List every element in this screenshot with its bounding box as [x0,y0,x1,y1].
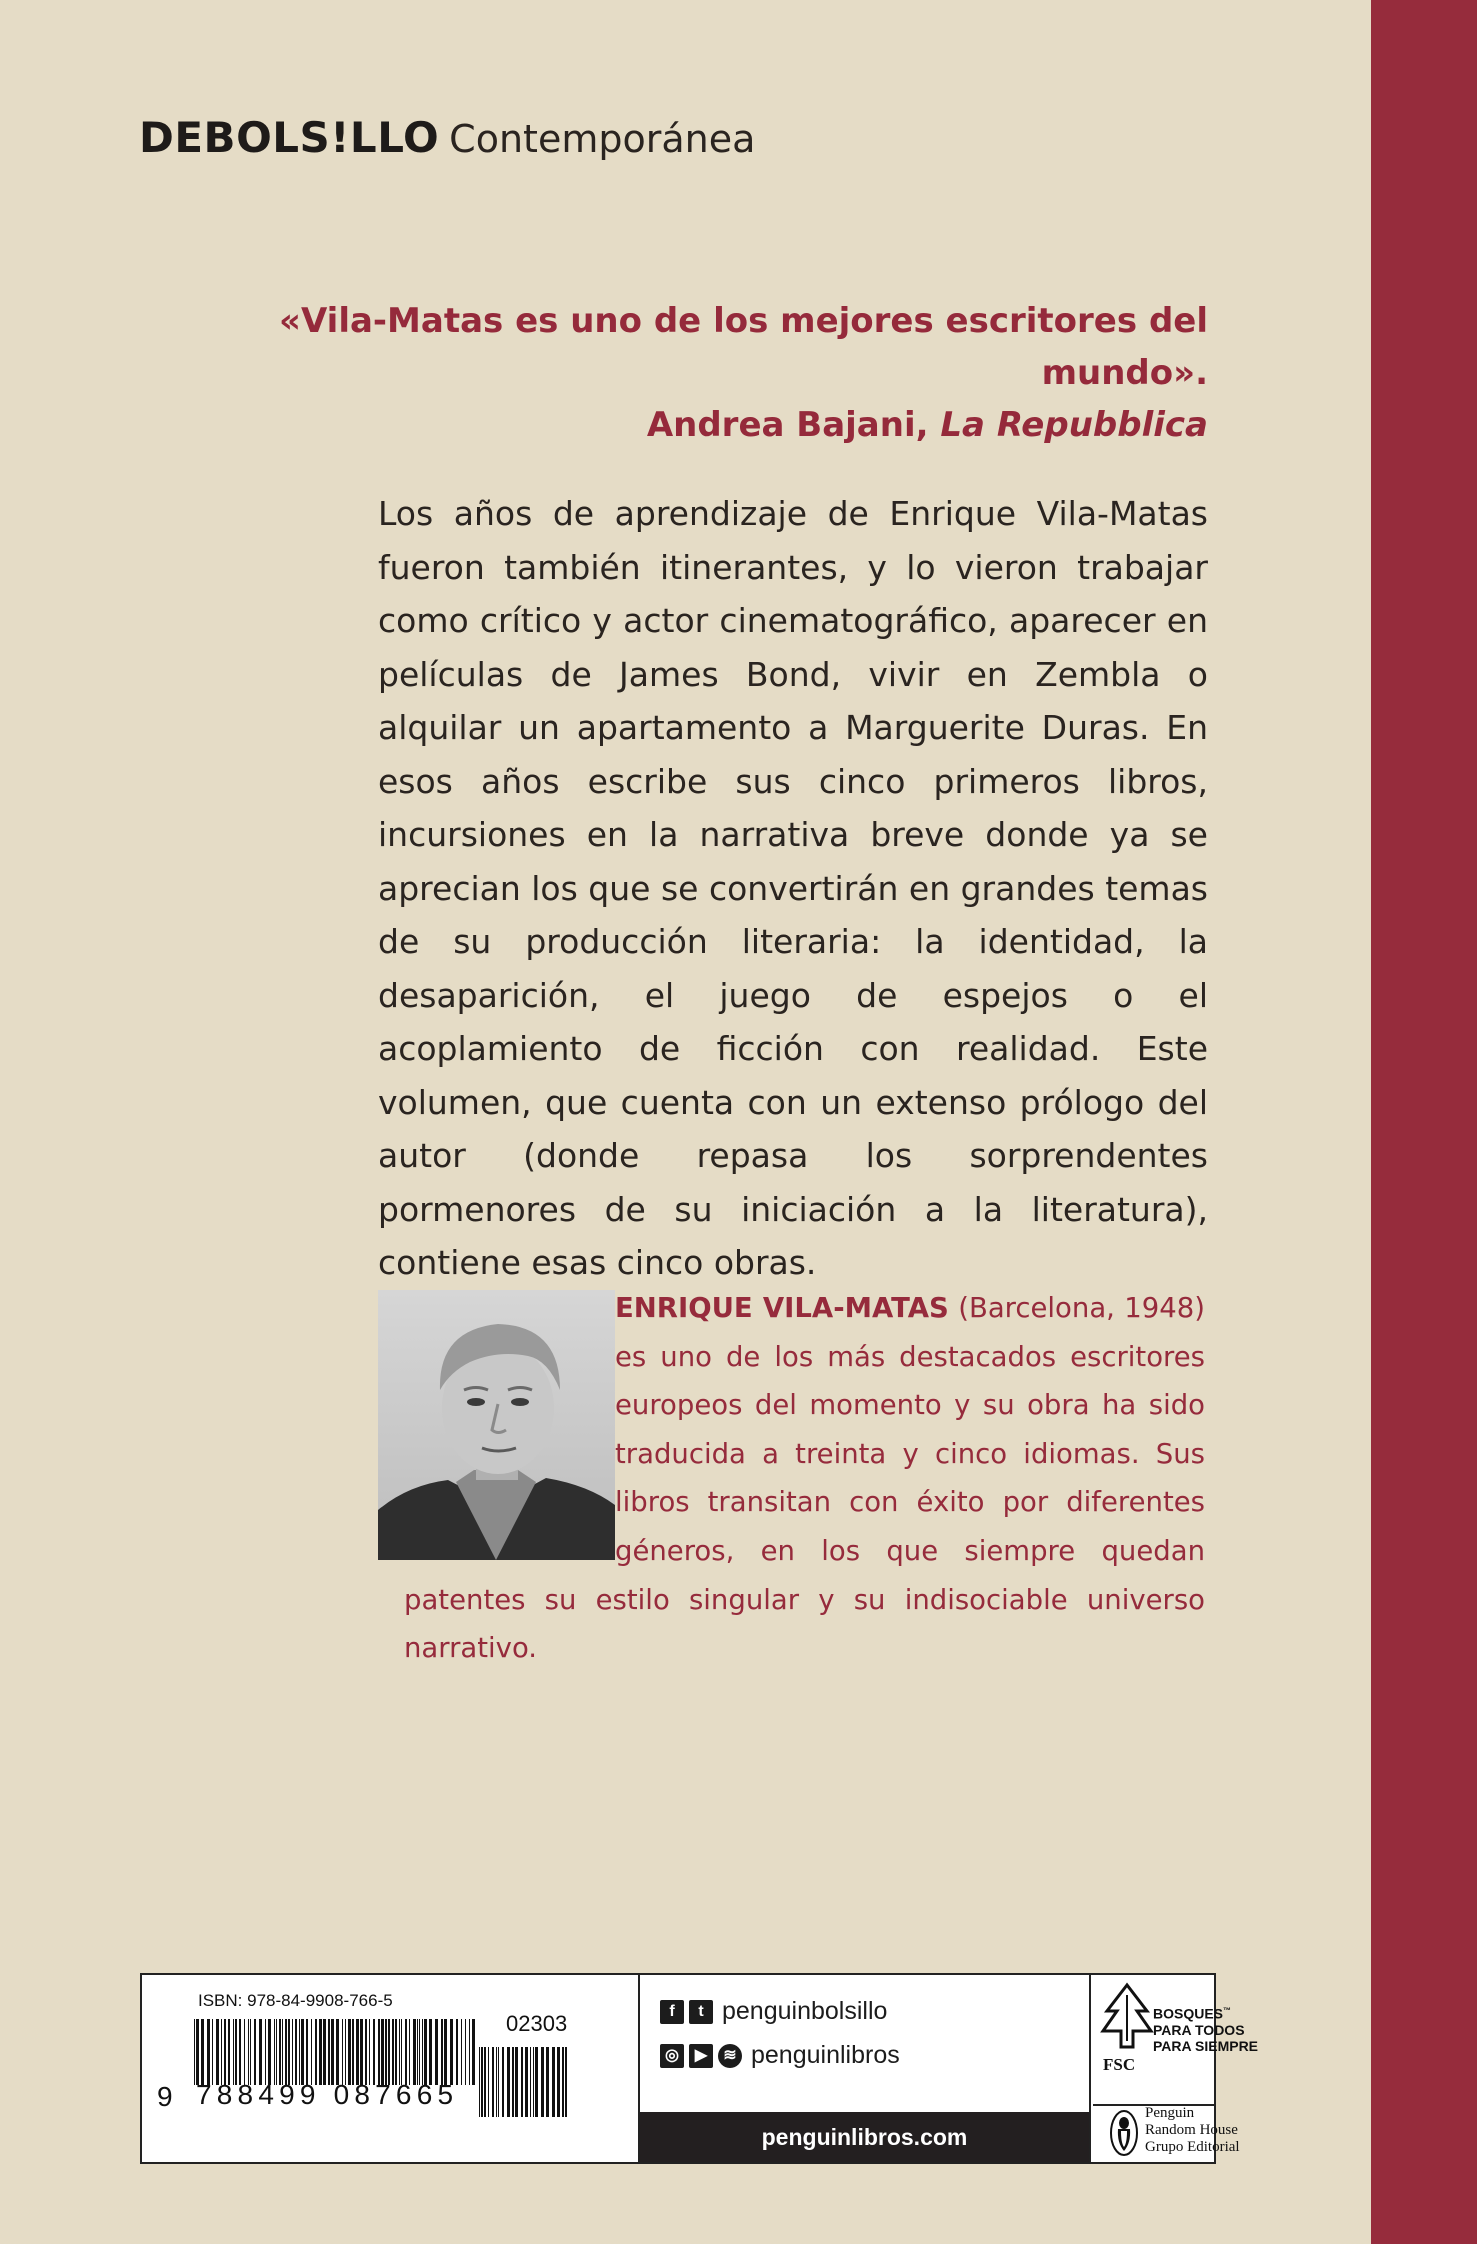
barcode-bar [401,2019,402,2085]
barcode-bar [392,2019,394,2085]
barcode-bar [248,2019,249,2085]
barcode-bar [276,2019,277,2085]
social-handle-libros[interactable]: penguinlibros [751,2041,900,2069]
barcode-digits: 788499 087665 [196,2079,459,2110]
barcode-bar [345,2019,346,2085]
barcode-bar [228,2019,230,2085]
social-handle-bolsillo[interactable]: penguinbolsillo [722,1997,888,2025]
barcode-bar [285,2019,287,2085]
barcode-bar [381,2019,384,2085]
barcode-bar [311,2019,312,2085]
barcode-bar [557,2047,560,2117]
website-link[interactable]: penguinlibros.com [640,2112,1089,2162]
quote-text: «Vila-Matas es uno de los mejores escritores del mundo». [279,301,1208,393]
barcode-bar [385,2019,387,2085]
publisher-line1: Penguin [1145,2105,1195,2121]
social-row-2 [660,2041,900,2070]
barcode-bar [525,2047,528,2117]
press-quote [210,295,1208,451]
barcode-bar [450,2019,453,2085]
barcode-bar [378,2019,380,2085]
back-cover-info-box [140,1973,1259,2164]
imprint-name: DEBOLS!LLO [139,113,440,162]
barcode-bar [565,2047,567,2117]
barcode-bar [328,2019,330,2085]
barcode-bar [356,2019,359,2085]
twitter-icon[interactable]: t [689,2000,713,2024]
barcode-bar [194,2019,195,2085]
spotify-icon[interactable]: ≋ [718,2044,742,2068]
barcode-bar [507,2047,510,2117]
penguin-icon [1109,2109,1139,2157]
barcode-bar [250,2019,251,2085]
barcode-bar [546,2047,549,2117]
barcode-bar [441,2019,443,2085]
social-panel [640,1975,1091,2162]
barcode-bar [292,2019,293,2085]
barcode-bar [496,2047,497,2117]
barcode-bar [481,2047,483,2117]
barcode-bar [456,2019,458,2085]
instagram-icon[interactable]: ◎ [660,2044,684,2068]
barcode-bar [469,2019,470,2085]
barcode-bar [233,2019,234,2085]
barcode-bar [279,2019,281,2085]
quote-separator: , [915,405,941,445]
barcode-bar [521,2047,523,2117]
fsc-tree-icon [1099,1981,1155,2055]
social-row-1 [660,1997,887,2026]
facebook-icon[interactable]: f [660,2000,684,2024]
barcode-bar [530,2047,531,2117]
barcode-bar [369,2019,370,2085]
barcode-bar [201,2019,204,2085]
barcode-bar [282,2019,283,2085]
barcode-bar [417,2019,418,2085]
barcode-bar [196,2019,199,2085]
barcode-bar [488,2047,489,2117]
barcode-bar [323,2019,326,2085]
barcode-bar [435,2019,438,2085]
barcode-bar [301,2019,304,2085]
barcode-bar [268,2019,271,2085]
fsc-slogan-line3: PARA SIEMPRE [1153,2037,1259,2054]
certification-panel [1093,1975,1259,2162]
barcode-bar [562,2047,564,2117]
barcode-first-digit: 9 [157,2081,173,2112]
author-origin: (Barcelona, 1948) [958,1292,1205,1324]
barcode-bar [472,2019,475,2085]
barcode-bar [235,2019,237,2085]
author-bio-text [378,1284,1205,1673]
quote-author: Andrea Bajani [646,405,916,445]
barcode-bar [502,2047,504,2117]
barcode-bar [224,2019,226,2085]
barcode-bar [413,2019,416,2085]
photo-float [378,1284,615,1574]
barcode-bar [484,2047,486,2117]
barcode-bar [422,2019,423,2085]
barcode-bar [348,2019,351,2085]
barcode-addon-number: 02303 [506,2011,568,2036]
barcode-bar [315,2019,317,2085]
barcode-bar [244,2019,245,2085]
barcode-bar [479,2047,480,2117]
quote-publication: La Repubblica [940,405,1208,445]
barcode-bar [395,2019,397,2085]
barcode-bar [535,2047,538,2117]
barcode-bar [429,2019,432,2085]
quote-attribution [210,399,1208,451]
barcode-bar [259,2019,262,2085]
barcode-bar [207,2019,210,2085]
barcode-bar [552,2047,555,2117]
barcode-bar [360,2019,363,2085]
isbn-label: ISBN: 978-84-9908-766-5 [198,1991,393,2010]
barcode-bar [444,2019,447,2085]
youtube-icon[interactable]: ▶ [689,2044,713,2068]
barcode-bar [336,2019,339,2085]
barcode-bar [419,2019,420,2085]
publisher-logo [1093,2105,1240,2162]
barcode-bar [331,2019,334,2085]
barcode-bar [409,2019,410,2085]
barcode-bar [533,2047,534,2117]
barcode-bar [274,2019,275,2085]
barcode-bar [295,2019,297,2085]
barcode-bar [461,2019,462,2085]
fsc-label: FSC [1103,2055,1136,2074]
barcode-bar [221,2019,222,2085]
author-description: es uno de los más destacados escritores europeos del momento y su obra ha sido traducida a treinta y cinco idiomas. Sus libros transitan con éxito por diferentes géneros, en los que siempre quedan patentes su estilo singular y su indisociable universo narrativo. [404,1340,1205,1665]
author-name: ENRIQUE VILA-MATAS [615,1292,949,1324]
synopsis: Los años de aprendizaje de Enrique Vila-Matas fueron también itinerantes, y lo vieron trabajar como crítico y actor cinematográfico, aparecer en películas de James Bond, vivir en Zembla o alquilar un apartamento a Marguerite Duras. En esos años escribe sus cinco primeros libros, incursiones en la narrativa breve donde ya se aprecian los que se convertirán en grandes temas de su producción literaria: la identidad, la desaparición, el juego de espejos o el acoplamiento de ficción con realidad. Este volumen, que cuenta con un extenso prólogo del autor (donde repasa los sorprendentes pormenores de su iniciación a la literatura), contiene esas cinco obras. [378,494,1208,1282]
barcode-bar [515,2047,518,2117]
barcode-bar [352,2019,354,2085]
barcode-bar [399,2019,400,2085]
barcode-bar [342,2019,343,2085]
barcode-bar [288,2019,290,2085]
barcode-bar [373,2019,375,2085]
imprint-logo [139,108,755,169]
barcode-bar [498,2047,499,2117]
barcode-bar [492,2047,494,2117]
publisher-line2: Random House [1145,2122,1238,2138]
barcode-addon-bars [479,2047,619,2142]
publisher-line3: Grupo Editorial [1145,2139,1240,2155]
spine-band [1371,0,1477,2244]
barcode-bar [239,2019,241,2085]
barcode-panel [142,1975,640,2162]
series-name: Contemporánea [449,117,756,161]
fsc-slogan-line1: BOSQUES [1153,2005,1224,2022]
barcode-bar [541,2047,544,2117]
barcode-bar [365,2019,367,2085]
barcode-bar [512,2047,514,2117]
barcode-bar [212,2019,213,2085]
barcode-bar [405,2019,407,2085]
barcode-bars [194,2019,476,2085]
barcode-bar [254,2019,256,2085]
publisher-name [1145,2105,1240,2156]
barcode-bar [216,2019,219,2085]
barcode-bar [265,2019,266,2085]
barcode-bar [319,2019,322,2085]
fsc-slogan [1153,2003,1258,2054]
barcode-bar [424,2019,427,2085]
barcode-bar [388,2019,390,2085]
barcode-bar [465,2019,466,2085]
fsc-slogan-line2: PARA TODOS [1153,2021,1245,2038]
fsc-trademark: ™ [1223,2006,1232,2015]
barcode-bar [299,2019,300,2085]
barcode-bar [306,2019,308,2085]
